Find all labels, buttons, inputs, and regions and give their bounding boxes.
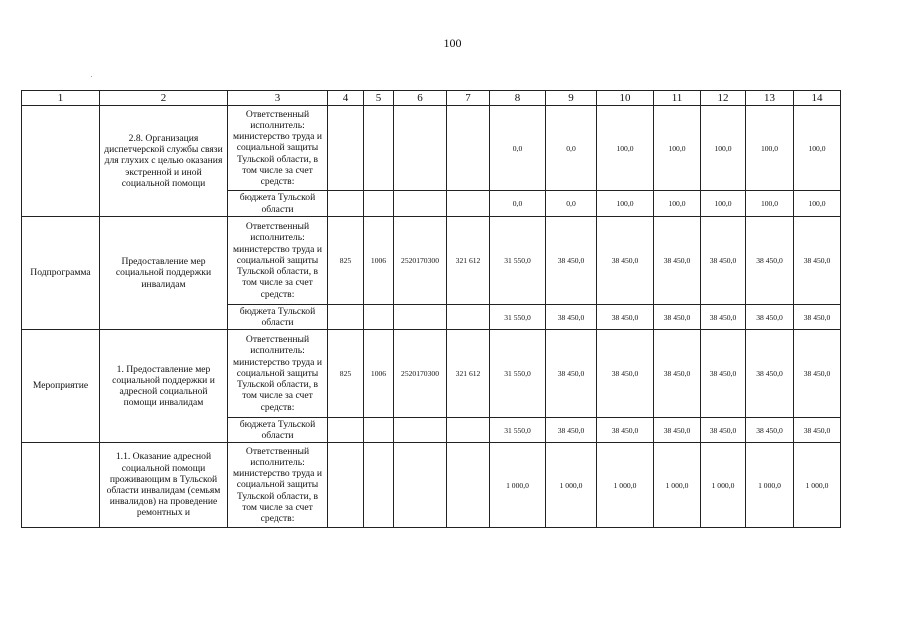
code-cell — [364, 305, 394, 330]
value-cell: 100,0 — [654, 191, 701, 217]
code-cell — [328, 106, 364, 191]
code-cell — [394, 305, 447, 330]
value-cell: 31 550,0 — [490, 330, 546, 418]
table-row — [22, 217, 841, 305]
value-cell: 0,0 — [546, 191, 597, 217]
code-cell: 2520170300 — [394, 330, 447, 418]
value-cell: 31 550,0 — [490, 305, 546, 330]
value-cell: 38 450,0 — [597, 305, 654, 330]
header-row — [22, 91, 841, 106]
code-cell — [447, 191, 490, 217]
value-cell: 38 450,0 — [546, 330, 597, 418]
code-cell: 825 — [328, 217, 364, 305]
value-cell: 100,0 — [794, 191, 841, 217]
value-cell: 100,0 — [597, 106, 654, 191]
responsible-cell: Ответственный исполнитель: министерство труда и социальной защиты Тульской области, в том числе за счет средств: — [228, 330, 328, 418]
row-name: Предоставление мер социальной поддержки инвалидам — [100, 217, 228, 330]
code-cell: 321 612 — [447, 217, 490, 305]
value-cell: 38 450,0 — [546, 217, 597, 305]
value-cell: 1 000,0 — [701, 443, 746, 528]
value-cell: 1 000,0 — [654, 443, 701, 528]
value-cell: 38 450,0 — [654, 330, 701, 418]
value-cell: 100,0 — [746, 191, 794, 217]
value-cell: 38 450,0 — [701, 418, 746, 443]
column-header: 14 — [794, 91, 841, 106]
column-header: 11 — [654, 91, 701, 106]
column-header: 12 — [701, 91, 746, 106]
value-cell: 38 450,0 — [794, 418, 841, 443]
value-cell: 31 550,0 — [490, 217, 546, 305]
code-cell — [328, 191, 364, 217]
value-cell: 38 450,0 — [746, 305, 794, 330]
value-cell: 38 450,0 — [654, 418, 701, 443]
row-name: 1. Предоставление мер социальной поддержки и адресной социальной помощи инвалидам — [100, 330, 228, 443]
row-label — [22, 106, 100, 217]
code-cell: 825 — [328, 330, 364, 418]
value-cell: 38 450,0 — [794, 330, 841, 418]
value-cell: 1 000,0 — [794, 443, 841, 528]
table-row — [22, 330, 841, 418]
value-cell: 38 450,0 — [597, 217, 654, 305]
code-cell: 1006 — [364, 217, 394, 305]
budget-table — [21, 90, 841, 528]
row-label — [22, 443, 100, 528]
value-cell: 100,0 — [746, 106, 794, 191]
code-cell: 1006 — [364, 330, 394, 418]
value-cell: 1 000,0 — [490, 443, 546, 528]
value-cell: 38 450,0 — [597, 330, 654, 418]
column-header: 9 — [546, 91, 597, 106]
value-cell: 38 450,0 — [746, 330, 794, 418]
value-cell: 38 450,0 — [546, 418, 597, 443]
value-cell: 38 450,0 — [701, 305, 746, 330]
value-cell: 100,0 — [794, 106, 841, 191]
budget-label-cell: бюджета Тульской области — [228, 418, 328, 443]
value-cell: 0,0 — [490, 191, 546, 217]
code-cell — [394, 106, 447, 191]
column-header: 6 — [394, 91, 447, 106]
column-header: 13 — [746, 91, 794, 106]
code-cell — [364, 418, 394, 443]
row-label: Подпрограмма — [22, 217, 100, 330]
value-cell: 38 450,0 — [794, 305, 841, 330]
value-cell: 1 000,0 — [746, 443, 794, 528]
value-cell: 0,0 — [490, 106, 546, 191]
value-cell: 1 000,0 — [597, 443, 654, 528]
budget-label-cell: бюджета Тульской области — [228, 305, 328, 330]
responsible-cell: Ответственный исполнитель: министерство труда и социальной защиты Тульской области, в том числе за счет средств: — [228, 443, 328, 528]
value-cell: 31 550,0 — [490, 418, 546, 443]
column-header: 2 — [100, 91, 228, 106]
value-cell: 100,0 — [701, 106, 746, 191]
column-header: 1 — [22, 91, 100, 106]
code-cell: 2520170300 — [394, 217, 447, 305]
row-name: 1.1. Оказание адресной социальной помощи проживающим в Тульской области инвалидам (семьям инвалидов) на проведение ремонтных и — [100, 443, 228, 528]
code-cell — [328, 443, 364, 528]
column-header: 4 — [328, 91, 364, 106]
value-cell: 100,0 — [654, 106, 701, 191]
row-label: Мероприятие — [22, 330, 100, 443]
code-cell: 321 612 — [447, 330, 490, 418]
code-cell — [364, 191, 394, 217]
value-cell: 38 450,0 — [794, 217, 841, 305]
page-number: 100 — [443, 36, 462, 50]
code-cell — [447, 418, 490, 443]
column-header: 10 — [597, 91, 654, 106]
code-cell — [394, 443, 447, 528]
code-cell — [328, 418, 364, 443]
value-cell: 38 450,0 — [546, 305, 597, 330]
code-cell — [364, 106, 394, 191]
code-cell — [447, 305, 490, 330]
value-cell: 38 450,0 — [654, 217, 701, 305]
value-cell: 38 450,0 — [654, 305, 701, 330]
code-cell — [328, 305, 364, 330]
table-row — [22, 443, 841, 528]
value-cell: 38 450,0 — [701, 330, 746, 418]
value-cell: 0,0 — [546, 106, 597, 191]
responsible-cell: Ответственный исполнитель: министерство труда и социальной защиты Тульской области, в том числе за счет средств: — [228, 106, 328, 191]
value-cell: 100,0 — [597, 191, 654, 217]
row-name: 2.8. Организация диспетчерской службы связи для глухих с целью оказания экстренной и иной социальной помощи — [100, 106, 228, 217]
value-cell: 38 450,0 — [746, 418, 794, 443]
budget-label-cell: бюджета Тульской области — [228, 191, 328, 217]
code-cell — [394, 418, 447, 443]
column-header: 3 — [228, 91, 328, 106]
value-cell: 38 450,0 — [746, 217, 794, 305]
code-cell — [364, 443, 394, 528]
responsible-cell: Ответственный исполнитель: министерство труда и социальной защиты Тульской области, в том числе за счет средств: — [228, 217, 328, 305]
value-cell: 38 450,0 — [701, 217, 746, 305]
column-header: 7 — [447, 91, 490, 106]
code-cell — [447, 106, 490, 191]
column-header: 5 — [364, 91, 394, 106]
code-cell — [447, 443, 490, 528]
scan-speck — [91, 76, 92, 77]
value-cell: 100,0 — [701, 191, 746, 217]
value-cell: 38 450,0 — [597, 418, 654, 443]
table-row — [22, 106, 841, 191]
code-cell — [394, 191, 447, 217]
column-header: 8 — [490, 91, 546, 106]
value-cell: 1 000,0 — [546, 443, 597, 528]
